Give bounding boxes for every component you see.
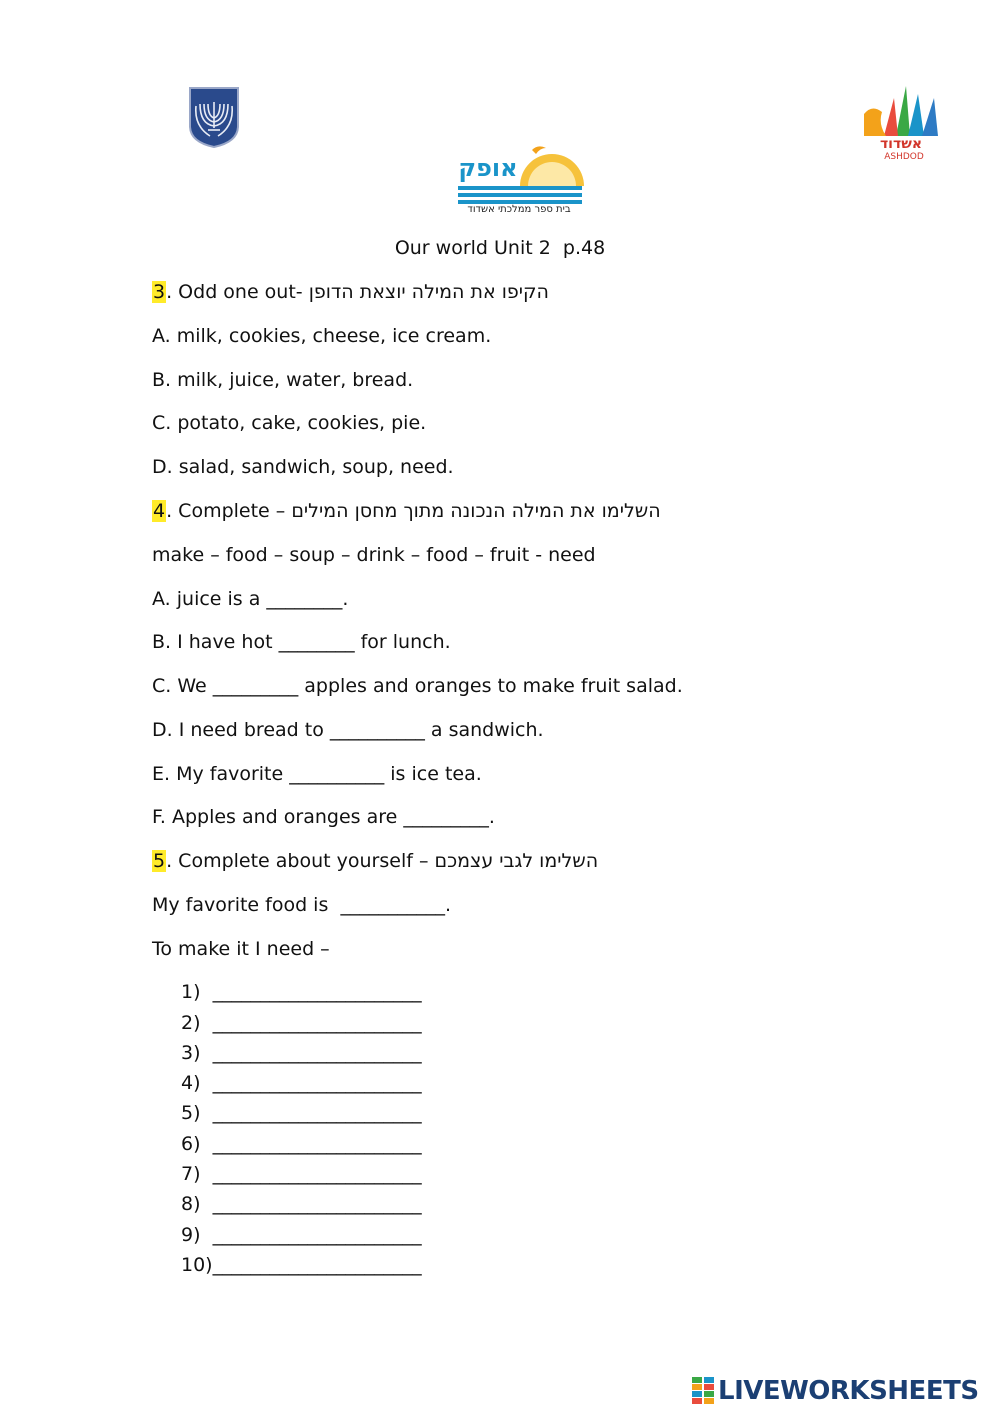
- ingredient-line-2[interactable]: 2) ______________________: [181, 1012, 422, 1034]
- section5-heading: [152, 849, 598, 873]
- section4-number: 4: [153, 500, 166, 522]
- liveworksheets-logo: [692, 1376, 979, 1406]
- ingredient-line-5[interactable]: 5) ______________________: [181, 1102, 422, 1124]
- school-subtitle: בית ספר ממלכתי אשדוד: [467, 204, 571, 215]
- ingredient-line-6[interactable]: 6) ______________________: [181, 1133, 422, 1155]
- section4-item-d[interactable]: D. I need bread to __________ a sandwich.: [152, 719, 544, 741]
- ingredient-line-9[interactable]: 9) ______________________: [181, 1224, 422, 1246]
- liveworksheets-wordmark: LIVEWORKSHEETS: [718, 1376, 979, 1406]
- section4-item-b[interactable]: B. I have hot ________ for lunch.: [152, 631, 451, 653]
- section5-number: 5: [153, 850, 166, 872]
- ashdod-city-logo: [860, 84, 942, 164]
- section3-item-b: B. milk, juice, water, bread.: [152, 369, 414, 391]
- favorite-food-line[interactable]: My favorite food is ___________.: [152, 894, 451, 916]
- section4-item-f[interactable]: F. Apples and oranges are _________.: [152, 806, 495, 828]
- section3-hebrew: הקיפו את המילה יוצאת הדופן: [308, 281, 549, 303]
- section4-item-a[interactable]: A. juice is a ________.: [152, 588, 349, 610]
- section4-hebrew: השלימו את המילה הנכונה מתוך מחסן המילים: [291, 500, 661, 522]
- section3-item-c: C. potato, cake, cookies, pie.: [152, 412, 427, 434]
- section5-hebrew: השלימו לגבי עצמכם: [434, 850, 599, 872]
- section4-item-c[interactable]: C. We _________ apples and oranges to make fruit salad.: [152, 675, 683, 697]
- liveworksheets-icon: [692, 1377, 714, 1405]
- ashdod-hebrew-text: אשדוד: [879, 136, 923, 152]
- section4-item-e[interactable]: E. My favorite __________ is ice tea.: [152, 763, 482, 785]
- school-name: אופק: [458, 154, 518, 182]
- state-emblem-logo: [188, 86, 240, 148]
- ingredient-line-4[interactable]: 4) ______________________: [181, 1072, 422, 1094]
- section3-heading: [152, 280, 549, 304]
- section3-label: . Odd one out-: [166, 281, 309, 303]
- section4-heading: [152, 499, 661, 523]
- ingredient-line-3[interactable]: 3) ______________________: [181, 1042, 422, 1064]
- ingredient-line-8[interactable]: 8) ______________________: [181, 1193, 422, 1215]
- section3-item-d: D. salad, sandwich, soup, need.: [152, 456, 454, 478]
- section3-number: 3: [153, 281, 166, 303]
- ingredient-line-7[interactable]: 7) ______________________: [181, 1163, 422, 1185]
- school-logo: [452, 140, 586, 218]
- section3-item-a: A. milk, cookies, cheese, ice cream.: [152, 325, 492, 347]
- ashdod-english-text: ASHDOD: [884, 152, 924, 162]
- section4-label: . Complete –: [166, 500, 292, 522]
- page-title: Our world Unit 2 p.48: [394, 237, 606, 259]
- ingredient-line-1[interactable]: 1) ______________________: [181, 981, 422, 1003]
- section5-label: . Complete about yourself –: [166, 850, 435, 872]
- need-line: To make it I need –: [152, 938, 330, 960]
- word-bank: make – food – soup – drink – food – fruit - need: [152, 544, 596, 566]
- ingredient-line-10[interactable]: 10)______________________: [181, 1254, 422, 1276]
